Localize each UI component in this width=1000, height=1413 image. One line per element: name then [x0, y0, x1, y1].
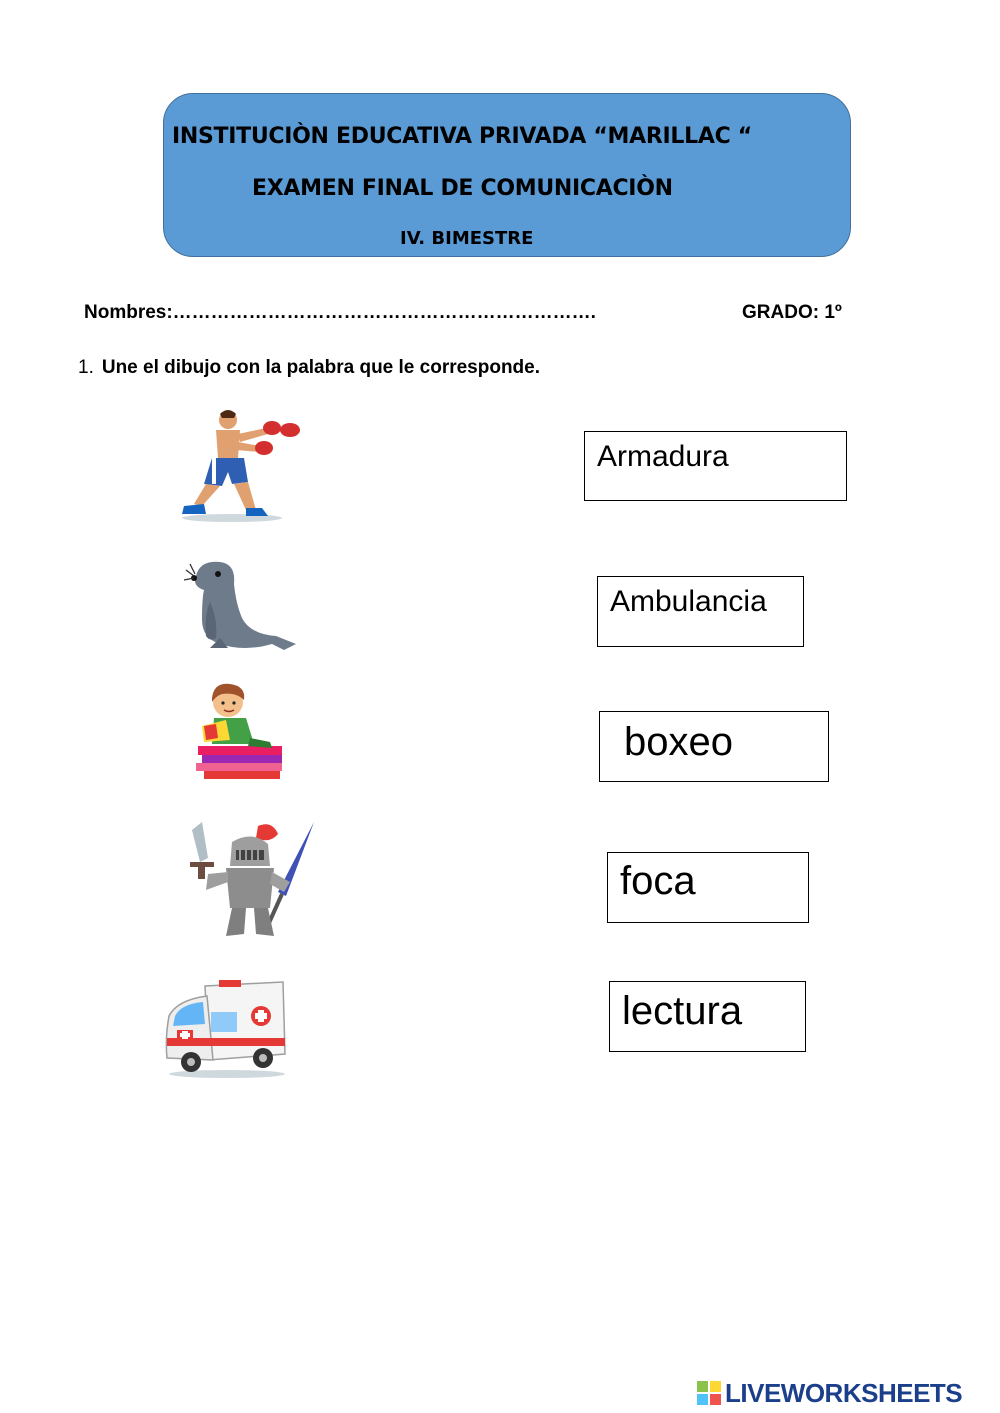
word-label: foca — [620, 859, 696, 903]
word-box-lectura[interactable] — [609, 981, 806, 1052]
boy-reading-icon[interactable] — [190, 680, 294, 784]
question-text: Une el dibujo con la palabra que le corresponde. — [101, 357, 541, 378]
liveworksheets-logo-icon — [697, 1381, 721, 1405]
header-banner — [163, 93, 851, 257]
school-name: INSTITUCIÒN EDUCATIVA PRIVADA “MARILLAC “ — [172, 124, 752, 149]
student-name-field[interactable]: Nombres:…………………………………………………………. — [84, 302, 596, 323]
question-number: 1. — [78, 357, 94, 378]
footer-brand — [697, 1378, 962, 1408]
ambulance-icon[interactable] — [163, 976, 289, 1078]
word-label: boxeo — [624, 720, 733, 764]
question-instruction — [78, 357, 540, 379]
exam-title: EXAMEN FINAL DE COMUNICACIÒN — [252, 176, 673, 201]
word-box-foca[interactable] — [607, 852, 809, 923]
boxer-icon[interactable] — [172, 406, 304, 524]
footer-brand-text: LIVEWORKSHEETS — [725, 1377, 963, 1408]
seal-icon[interactable] — [180, 554, 300, 654]
grade-label: GRADO: 1º — [742, 302, 842, 323]
knight-armor-icon[interactable] — [178, 818, 318, 942]
word-box-ambulancia[interactable] — [597, 576, 804, 647]
word-label: lectura — [622, 989, 743, 1033]
word-label: Armadura — [597, 440, 729, 473]
term-label: IV. BIMESTRE — [400, 228, 534, 249]
word-label: Ambulancia — [610, 585, 767, 618]
word-box-boxeo[interactable] — [599, 711, 829, 782]
word-box-armadura[interactable] — [584, 431, 847, 501]
